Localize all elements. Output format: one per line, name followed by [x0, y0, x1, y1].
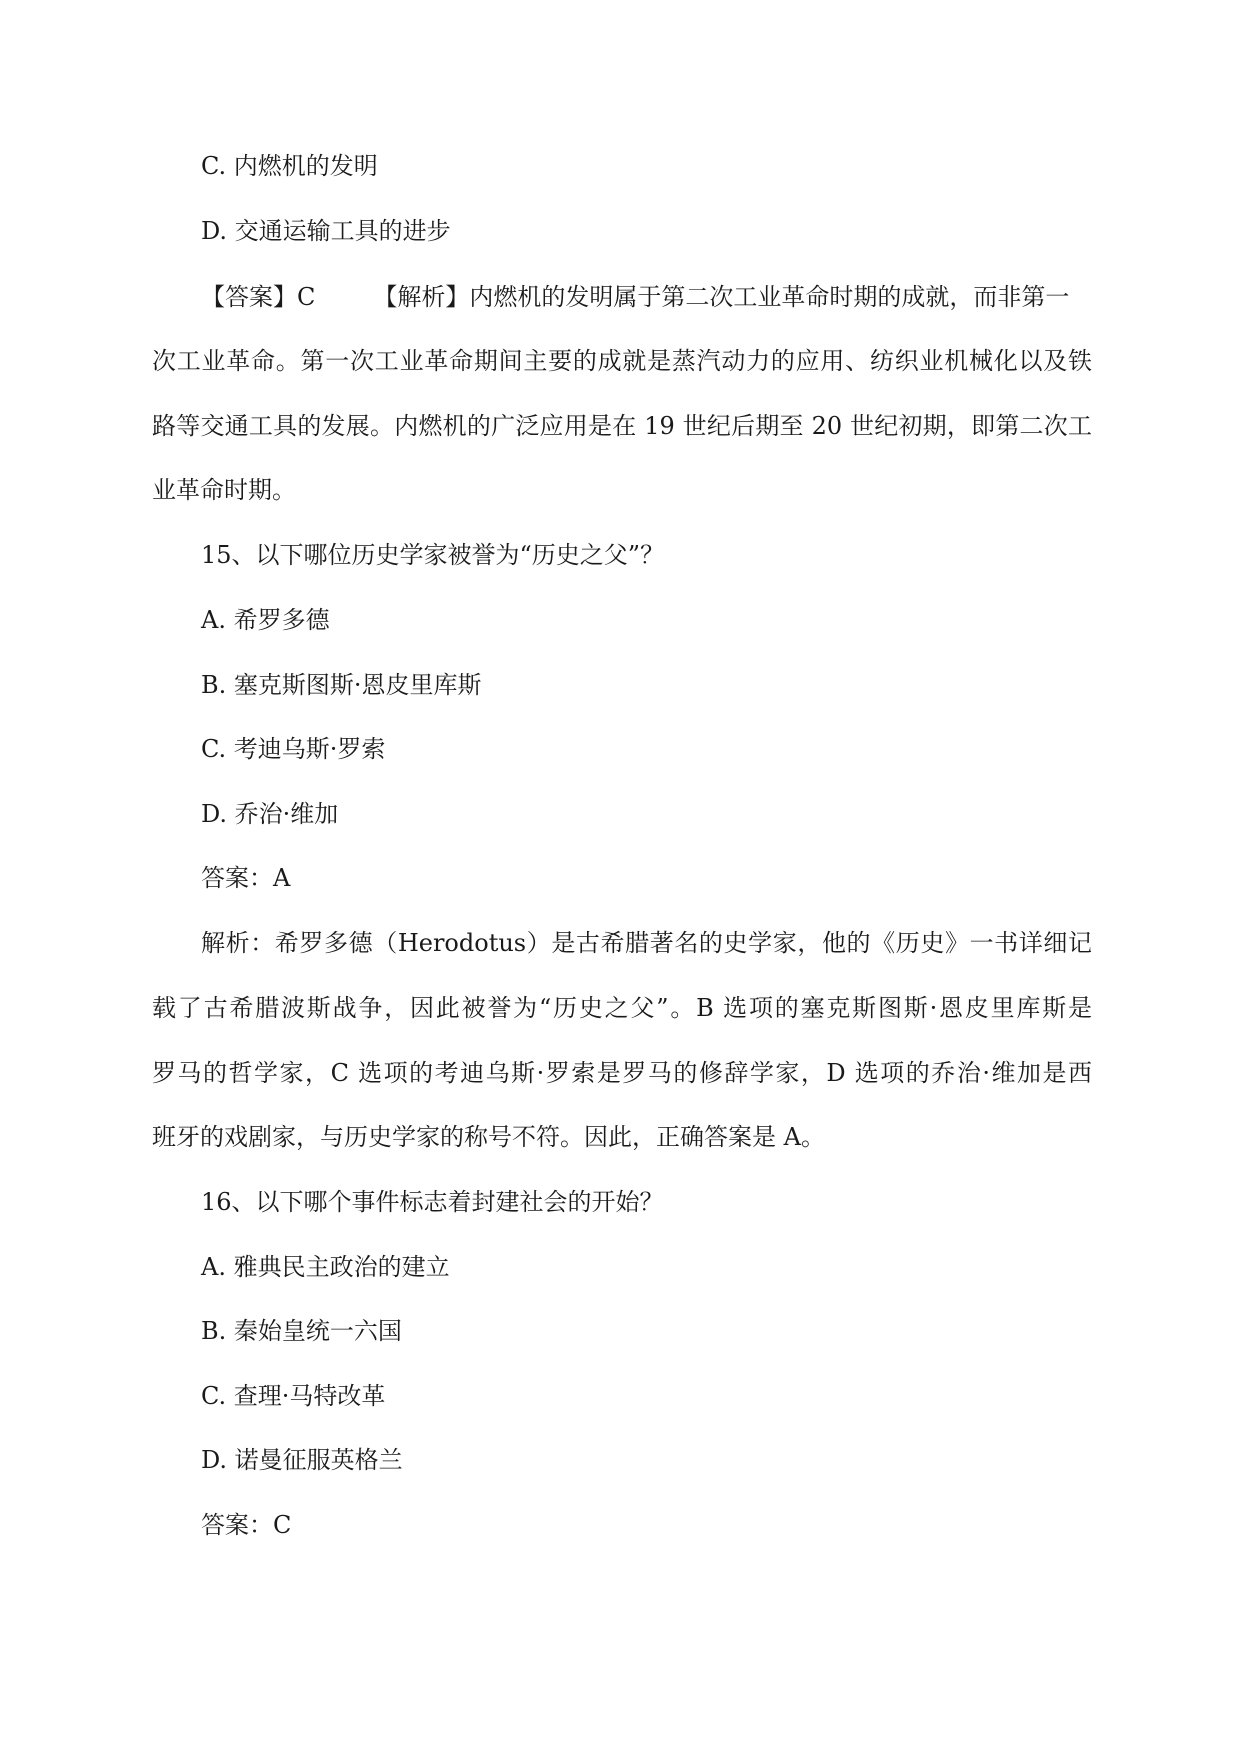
q14-explanation-line-2: 次工业革命。第一次工业革命期间主要的成就是蒸汽动力的应用、纺织业机械化以及铁 [152, 347, 1092, 375]
q14-answer: 【答案】C [201, 283, 316, 311]
q16-option-b: B. 秦始皇统一六国 [201, 1317, 402, 1345]
q16-option-c: C. 查理·马特改革 [201, 1382, 386, 1410]
q14-explanation-line-4: 业革命时期。 [152, 476, 296, 504]
q15-question: 15、以下哪位历史学家被誉为“历史之父”？ [201, 541, 665, 569]
q15-explanation-line-1: 解析：希罗多德（Herodotus）是古希腊著名的史学家，他的《历史》一书详细记 [201, 929, 1092, 957]
q15-option-b: B. 塞克斯图斯·恩皮里库斯 [201, 671, 482, 699]
q15-explanation-line-4: 班牙的戏剧家，与历史学家的称号不符。因此，正确答案是 A。 [152, 1123, 825, 1151]
q14-option-c: C. 内燃机的发明 [201, 152, 378, 180]
q15-option-c: C. 考迪乌斯·罗索 [201, 735, 386, 763]
q15-explanation-line-3: 罗马的哲学家，C 选项的考迪乌斯·罗索是罗马的修辞学家，D 选项的乔治·维加是西 [152, 1059, 1092, 1087]
q15-explanation-line-2: 载了古希腊波斯战争，因此被誉为“历史之父”。B 选项的塞克斯图斯·恩皮里库斯是 [152, 994, 1092, 1022]
q15-option-a: A. 希罗多德 [201, 606, 330, 634]
q15-option-d: D. 乔治·维加 [201, 800, 339, 828]
q16-question: 16、以下哪个事件标志着封建社会的开始？ [201, 1188, 664, 1216]
q16-answer: 答案：C [201, 1511, 292, 1539]
q14-explanation-label: 【解析】 [373, 283, 470, 311]
q16-option-a: A. 雅典民主政治的建立 [201, 1253, 450, 1281]
q14-option-d: D. 交通运输工具的进步 [201, 217, 451, 245]
q16-option-d: D. 诺曼征服英格兰 [201, 1446, 403, 1474]
q14-explanation-line-3: 路等交通工具的发展。内燃机的广泛应用是在 19 世纪后期至 20 世纪初期，即第二次工 [152, 412, 1092, 440]
q14-answer-line [201, 281, 1069, 313]
q14-explanation-line-1: 内燃机的发明属于第二次工业革命时期的成就，而非第一 [469, 283, 1070, 311]
q15-answer: 答案：A [201, 864, 291, 892]
